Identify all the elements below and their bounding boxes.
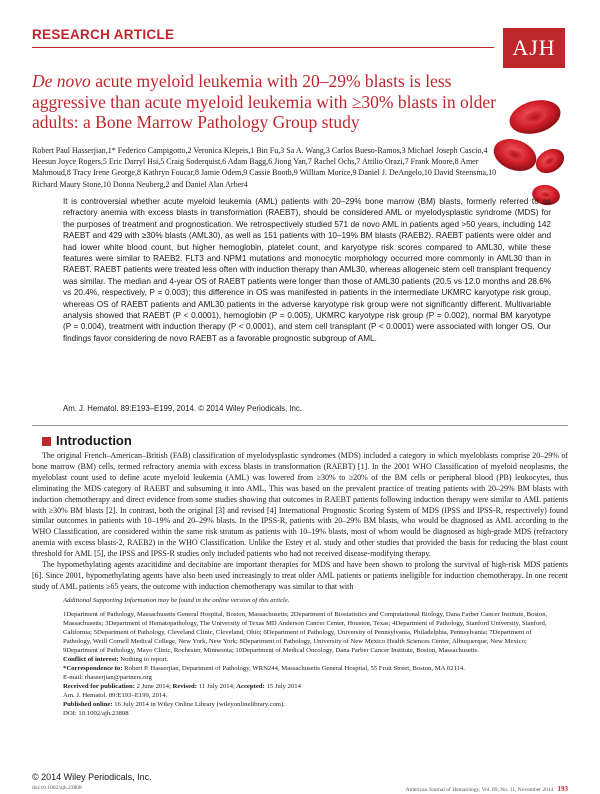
cell-3 bbox=[532, 144, 569, 178]
doi: DOI: 10.1002/ajh.23808 bbox=[63, 710, 129, 717]
intro-paragraph-2: The hypomethylating agents azacitidine and decitabine are important therapies for MDS and have been shown to prolong the survival of high-risk MDS patients [6]. Since 2001, hypomethylating agents have also been used increasingly to treat older AML patients or patients ineligible for induction chemotherapy. In one recent study of AML patients ≥65 years, the outcome with induction chemotherapy was similar to that with bbox=[32, 560, 568, 591]
publication-dates: Received for publication: 2 June 2014; Revised: 11 July 2014; Accepted: 15 July 2014 bbox=[63, 683, 301, 690]
section-marker-icon bbox=[42, 437, 51, 446]
published-online: Published online: 16 July 2014 in Wiley Online Library (wileyonlinelibrary.com). bbox=[63, 701, 285, 708]
affiliations: 1Department of Pathology, Massachusetts General Hospital, Boston, Massachusetts; 2Department of Biostatistics and Computational Biology, Dana Farber Cancer Institute, Boston, Massachusetts; 3Department of Hematopathology, The University of Texas MD Anderson Cancer Center, Houston, Texas; 4Department of Pathology, Stanford University, Stanford, California; 5Department of Pathology, Cleveland Clinic, Cleveland, Ohio; 6Department of Pathology, University of Pennsylvania, Philadelphia, Pennsylvania; 7Department of Pathology, Weill Cornell Medical College, New York, New York; 8Department of Pathology, University of New Mexico Health Sciences Center, Albuquerque, New Mexico; 9Department of Pathology, Mayo Clinic, Rochester, Minnesota; 10Department of Medical Oncology, Dana Farber Cancer Institute, Boston, Massachusetts. bbox=[63, 611, 548, 654]
title-rest: acute myeloid leukemia with 20–29% blasts is less aggressive than acute myeloid leukemia with ≥30% blasts in older adults: a Bone Marrow Pathology Group study bbox=[32, 71, 496, 132]
title-italic: De novo bbox=[32, 71, 91, 91]
abstract-citation: Am. J. Hematol. 89:E193–E199, 2014. © 2014 Wiley Periodicals, Inc. bbox=[63, 404, 302, 413]
intro-paragraph-1: The original French–American–British (FAB) classification of myelodysplastic syndromes (MDS) included a category in which myeloblasts comprise 20–29% of bone marrow (BM) cells, termed refractory anemia with excess blasts in transformation (RAEBT) [1]. In the 2001 WHO Classification of myeloid neoplasms, the myeloblast count used to define acute myeloid leukemia (AML) was lowered from ≥30% to ≥20% of the BM cells or peripheral blood (PB) leukocytes, thus eliminating the MDS category of RAEBT and subsuming it into AML. This was based on the prevalent practice of treating patients with 20–29% BM blasts with induction chemotherapy and direct evidence from some studies showing that outcomes in RAEBT patients following induction therapy were similar to AML patients with ≥30% BM blasts [2]. In contrast, both the original [3] and revised [4] International Prognostic Scoring System of MDS (IPSS and IPSS-R, respectively) found similar outcomes in patients with 10–19% and 20–29% blasts. In the IPSS-R, patients with 20–29% BM blasts, who would be diagnosed as AML according to the WHO Classification, are considered within the same risk stratum as patients with 10–19% blasts, most of whom would be diagnosed as high-grade MDS (refractory anemia with excess blasts-2, RAEB2) in the WHO Classification. Unlike the Estey et al. study and other studies that provided the basis for reducing the blast count threshold for AML [5], the IPSS and IPSS-R studies only included patients who had not received disease-modifying therapy. bbox=[32, 451, 568, 559]
conflict-of-interest: Conflict of interest: Nothing to report. bbox=[63, 656, 169, 663]
author-list: Robert Paul Hasserjian,1* Federico Campigotto,2 Veronica Klepeis,1 Bin Fu,3 Sa A. Wang,3 Carlos Bueso-Ramos,3 Michael Joseph Cascio,4 Heesun Joyce Rogers,5 Eric Darryl Hsi,5 Craig Soderquist,6 Adam Bagg,6 Jiong Yan,7 Rachel Ochs,7 Attilio Orazi,7 Frank Moore,8 Amer Mahmoud,8 Tracy Irene George,8 Kathryn Foucar,8 Jamie Odem,9 Cassie Booth,9 William Morice,9 Daniel J. DeAngelo,10 David Steensma,10 Richard Maury Stone,10 Donna Neuberg,2 and Daniel Alan Arber4 bbox=[32, 146, 497, 189]
citation: Am. J. Hematol. 89:E193–E199, 2014. bbox=[63, 692, 168, 699]
journal-logo: AJH bbox=[503, 28, 565, 68]
section-label: RESEARCH ARTICLE bbox=[32, 27, 175, 42]
page-footer bbox=[32, 785, 568, 791]
email: E-mail: rhasserjian@partners.org bbox=[63, 674, 152, 681]
page-number: 193 bbox=[557, 785, 568, 793]
abstract: It is controversial whether acute myeloid leukemia (AML) patients with 20–29% bone marrow (BM) blasts, formerly referred to as refractory anemia with excess blasts in transformation (RAEBT), should be considered AML or myelodysplastic syndrome (MDS) for the purposes of treatment and prognostication. We retrospectively studied 571 de novo AML in patients aged >50 years, including 142 RAEBT and 429 with ≥30% blasts (AML30), as well as 151 patients with 10–19% BM blasts (RAEB2). RAEBT patients were older and had lower white blood count, but higher hemoglobin, platelet count, and karyotype risk scores compared to AML30, while these features were similar to RAEB2. FLT3 and NPM1 mutations and monocytic morphology occurred more commonly in AML30 than in RAEBT. RAEBT patients were treated less often with induction therapy than AML30, whereas allogeneic stem cell transplant frequency was similar. The median and 4-year OS of RAEBT patients were longer than those of AML30 patients (20.5 vs 12.0 months and 28.6% vs 20.4%, respectively, P = 0.003); this difference in OS was manifested in patients in the intermediate UKMRC karyotype risk group, whereas OS of RAEBT patients and AML30 patients in the adverse karyotype risk group were not significantly different. Multivariable analysis showed that RAEBT (P < 0.0001), hemoglobin (P = 0.005), UKMRC karyotype risk group (P = 0.002), normal BM karyotype (P = 0.004), treatment with induction therapy (P < 0.0001), and stem cell transplant (P < 0.0001) were associated with longer OS. Our findings favor considering de novo RAEBT as a favorable prognostic subgroup of AML. bbox=[63, 197, 551, 343]
article-notes bbox=[63, 596, 549, 718]
supporting-info-note: Additional Supporting Information may be found in the online version of this article. bbox=[63, 597, 290, 604]
intro-body bbox=[32, 451, 568, 593]
intro-heading: Introduction bbox=[56, 433, 132, 448]
footer-doi: doi:10.1002/ajh.23808 bbox=[32, 785, 82, 791]
abstract-divider bbox=[32, 425, 568, 426]
cell-1 bbox=[506, 95, 565, 139]
copyright: © 2014 Wiley Periodicals, Inc. bbox=[32, 772, 152, 782]
header-rule bbox=[32, 47, 494, 48]
footer-journal: American Journal of Hematology, Vol. 89, No. 11, November 2014 193 bbox=[405, 785, 568, 793]
correspondence: *Correspondence to: Robert P. Hasserjian, Department of Pathology, WRN244, Massachusetts General Hospital, 55 Fruit Street, Boston, MA 02114. bbox=[63, 665, 465, 672]
